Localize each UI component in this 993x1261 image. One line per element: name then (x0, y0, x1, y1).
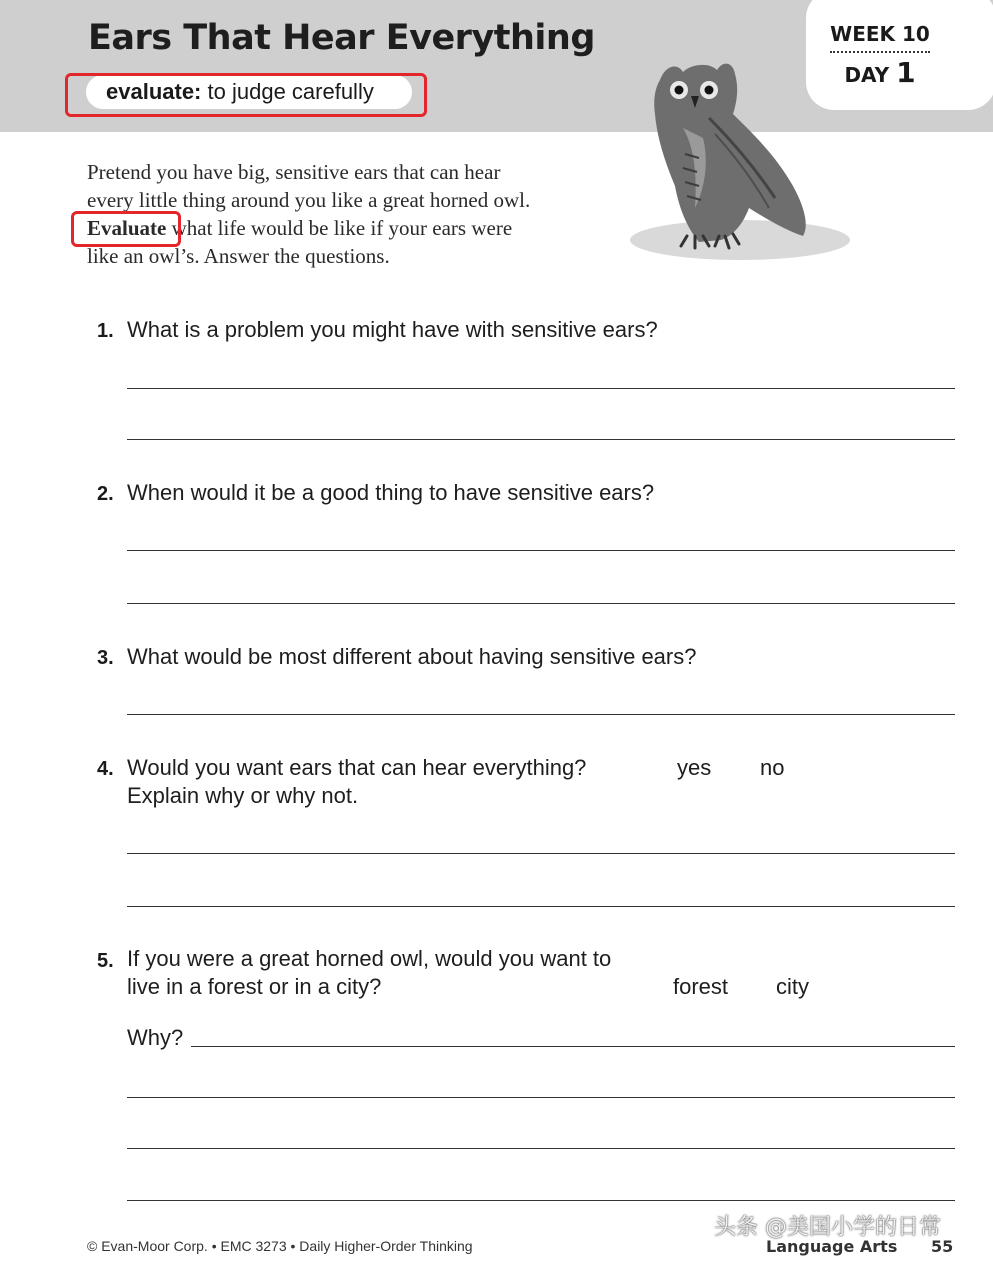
intro-line-4: like an owl’s. Answer the questions. (87, 244, 390, 268)
why-label: Why? (127, 1025, 184, 1050)
page-title: Ears That Hear Everything (88, 18, 595, 58)
question-1-text: What is a problem you might have with sensitive ears? (127, 317, 658, 342)
page-number: 55 (931, 1237, 954, 1256)
vocab-highlight-box (65, 73, 427, 117)
intro-line-1: Pretend you have big, sensitive ears that can hear (87, 160, 501, 184)
answer-line-4a[interactable] (127, 853, 955, 854)
week-divider (830, 51, 930, 53)
choice-yes[interactable]: yes (677, 755, 712, 780)
footer-copyright: © Evan-Moor Corp. • EMC 3273 • Daily Higher-Order Thinking (87, 1238, 473, 1254)
answer-line-1b[interactable] (127, 439, 955, 440)
answer-line-1a[interactable] (127, 388, 955, 389)
answer-line-5b[interactable] (127, 1148, 955, 1149)
question-5-text: If you were a great horned owl, would you want to (127, 946, 612, 971)
question-5-text-line-2: live in a forest or in a city? (127, 974, 382, 999)
footer-subject: Language Arts (766, 1237, 898, 1256)
question-4-text: Would you want ears that can hear everything? (127, 755, 587, 780)
vocab-word: evaluate: (106, 79, 202, 104)
intro-keyword: Evaluate (87, 216, 167, 240)
question-4-number: 4. (97, 758, 114, 780)
answer-line-2a[interactable] (127, 550, 955, 551)
answer-line-2b[interactable] (127, 603, 955, 604)
day-text: DAY (844, 63, 890, 87)
choice-city[interactable]: city (776, 974, 809, 999)
answer-line-3a[interactable] (127, 714, 955, 715)
question-2-text: When would it be a good thing to have sensitive ears? (127, 480, 655, 505)
answer-line-5-why[interactable] (191, 1046, 955, 1047)
answer-line-4b[interactable] (127, 906, 955, 907)
day-number: 1 (896, 56, 916, 89)
question-3-text: What would be most different about having sensitive ears? (127, 644, 697, 669)
question-4-text-line-2: Explain why or why not. (127, 783, 359, 808)
question-3-number: 3. (97, 647, 114, 669)
choice-forest[interactable]: forest (673, 974, 729, 999)
intro-line-3: what life would be like if your ears were (166, 216, 513, 240)
answer-line-5c[interactable] (127, 1200, 955, 1201)
choice-no[interactable]: no (760, 755, 785, 780)
vocab-definition: to judge carefully (207, 79, 374, 104)
question-1-number: 1. (97, 320, 114, 342)
intro-line-2: every little thing around you like a great horned owl. (87, 188, 531, 212)
answer-line-5a[interactable] (127, 1097, 955, 1098)
question-5-number: 5. (97, 950, 114, 972)
owl-illustration (625, 58, 855, 263)
keyword-highlight-box (71, 211, 181, 247)
week-label: WEEK 10 (830, 22, 930, 46)
question-2-number: 2. (97, 483, 114, 505)
watermark-text: 头条 @美国小学的日常 (714, 1215, 941, 1240)
